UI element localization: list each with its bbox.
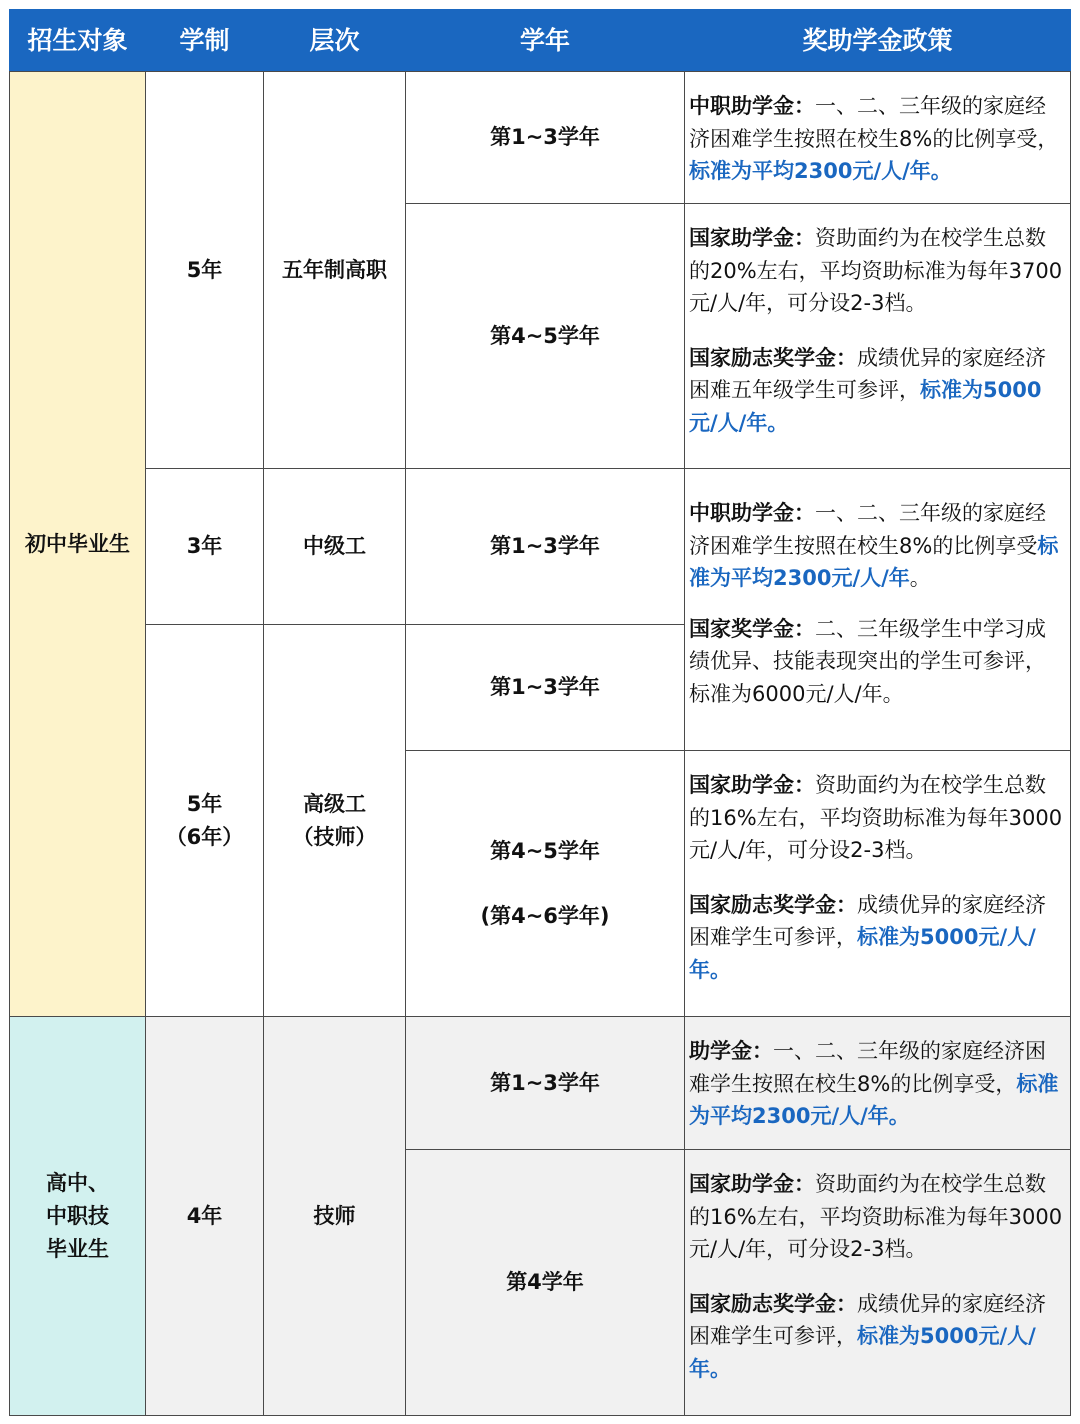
policy-paragraph bbox=[689, 90, 1066, 188]
policy-paragraph bbox=[689, 1168, 1066, 1266]
policy-title: 中职助学金： bbox=[689, 501, 815, 525]
year-line: (第4~6学年) bbox=[480, 903, 610, 928]
duration-5y bbox=[145, 71, 264, 469]
year-line: 第4~5学年 bbox=[490, 838, 600, 863]
year-row-7 bbox=[405, 1149, 685, 1416]
header-duration bbox=[145, 9, 264, 72]
year-row-3 bbox=[405, 468, 685, 625]
year-row-2 bbox=[405, 203, 685, 469]
level-label: 技师 bbox=[313, 1203, 356, 1228]
duration-label: 3年 bbox=[186, 534, 223, 558]
year-label: 第1~3学年 bbox=[490, 125, 600, 149]
level-senior-worker bbox=[263, 624, 406, 1017]
year-label: 第1~3学年 bbox=[490, 534, 600, 558]
level-line: 高级工 bbox=[303, 791, 366, 816]
policy-row-6 bbox=[684, 1149, 1071, 1416]
policy-paragraph bbox=[689, 1035, 1066, 1133]
duration-4y bbox=[145, 1016, 264, 1416]
duration-label: 5年 bbox=[186, 257, 223, 282]
policy-text: 成绩优异的家庭经济困难学生可参评， bbox=[689, 1291, 1046, 1348]
level-label bbox=[293, 788, 377, 854]
policy-row-4 bbox=[684, 750, 1071, 1017]
duration-line: 5年 bbox=[186, 791, 223, 816]
level-label: 五年制高职 bbox=[282, 257, 387, 282]
policy-highlight: 标准为5000元/人/年。 bbox=[689, 925, 1036, 982]
policy-paragraph bbox=[689, 769, 1066, 867]
group-senior-line: 中职技 bbox=[46, 1203, 109, 1228]
duration-label bbox=[166, 788, 244, 854]
year-label: 第1~3学年 bbox=[490, 675, 600, 699]
group-senior-line: 高中、 bbox=[46, 1170, 109, 1195]
header-level bbox=[263, 9, 406, 72]
policy-text: 资助面约为在校学生总数的16%左右，平均资助标准为每年3000元/人/年，可分设2-3档。 bbox=[689, 773, 1063, 862]
policy-highlight: 标准为平均2300元/人/年 bbox=[689, 533, 1059, 590]
policy-highlight: 标准为5000元/人/年。 bbox=[689, 378, 1042, 435]
policy-row-3 bbox=[684, 468, 1071, 751]
level-technician bbox=[263, 1016, 406, 1416]
header-level-label: 层次 bbox=[309, 26, 360, 55]
policy-title: 国家励志奖学金： bbox=[689, 1291, 857, 1316]
policy-title: 助学金： bbox=[689, 1039, 773, 1063]
policy-paragraph bbox=[689, 613, 1066, 711]
year-label bbox=[480, 835, 609, 933]
policy-title: 国家励志奖学金： bbox=[689, 345, 857, 370]
duration-3y bbox=[145, 468, 264, 625]
duration-5y-6y bbox=[145, 624, 264, 1017]
policy-paragraph bbox=[689, 222, 1066, 320]
policy-text: 一、二、三年级的家庭经济困难学生按照在校生8%的比例享受， bbox=[689, 94, 1059, 151]
policy-paragraph bbox=[689, 1288, 1066, 1386]
duration-label: 4年 bbox=[186, 1203, 223, 1228]
policy-title: 国家助学金： bbox=[689, 773, 815, 797]
policy-title: 国家助学金： bbox=[689, 226, 815, 250]
policy-text: 二、三年级学生中学习成绩优异、技能表现突出的学生可参评，标准为6000元/人/年。 bbox=[689, 616, 1046, 706]
year-row-4 bbox=[405, 624, 685, 751]
year-label: 第4学年 bbox=[506, 1270, 584, 1294]
year-label: 第4~5学年 bbox=[490, 323, 600, 348]
policy-text: 资助面约为在校学生总数的16%左右，平均资助标准为每年3000元/人/年，可分设2-3档。 bbox=[689, 1172, 1063, 1261]
header-duration-label: 学制 bbox=[179, 26, 230, 55]
year-label: 第1~3学年 bbox=[490, 1070, 600, 1095]
policy-highlight: 标准为5000元/人/年。 bbox=[689, 1324, 1036, 1381]
group-junior-label: 初中毕业生 bbox=[25, 531, 130, 556]
year-row-5 bbox=[405, 750, 685, 1017]
policy-highlight: 标准为平均2300元/人/年。 bbox=[689, 159, 952, 183]
header-target-label: 招生对象 bbox=[27, 26, 128, 55]
policy-paragraph bbox=[689, 497, 1066, 595]
policy-text: 一、二、三年级的家庭经济困难学生按照在校生8%的比例享受 bbox=[689, 501, 1046, 558]
policy-title: 国家励志奖学金： bbox=[689, 892, 857, 917]
level-five-year-vocational bbox=[263, 71, 406, 469]
policy-text: 一、二、三年级的家庭经济困难学生按照在校生8%的比例享受， bbox=[689, 1039, 1046, 1096]
policy-text: 。 bbox=[909, 566, 931, 590]
level-intermediate-worker bbox=[263, 468, 406, 625]
policy-highlight: 标准为平均2300元/人/年。 bbox=[689, 1071, 1059, 1128]
policy-title: 国家奖学金： bbox=[689, 616, 815, 641]
header-policy bbox=[684, 9, 1071, 72]
year-row-1 bbox=[405, 71, 685, 204]
policy-text: 成绩优异的家庭经济困难五年级学生可参评， bbox=[689, 345, 1046, 402]
header-policy-label: 奖助学金政策 bbox=[802, 26, 953, 55]
policy-text: 资助面约为在校学生总数的20%左右，平均资助标准为每年3700元/人/年，可分设2-3档。 bbox=[689, 226, 1063, 315]
policy-row-1 bbox=[684, 71, 1071, 204]
level-line: （技师） bbox=[292, 824, 377, 849]
policy-title: 中职助学金： bbox=[689, 94, 815, 118]
policy-title: 国家助学金： bbox=[689, 1172, 815, 1196]
header-target bbox=[9, 9, 146, 72]
header-year-label: 学年 bbox=[519, 26, 570, 55]
policy-row-2 bbox=[684, 203, 1071, 469]
level-label: 中级工 bbox=[303, 534, 366, 558]
duration-line: （6年） bbox=[165, 824, 244, 849]
group-senior-label bbox=[46, 1167, 109, 1266]
group-junior bbox=[9, 71, 146, 1017]
year-row-6 bbox=[405, 1016, 685, 1150]
policy-text: 成绩优异的家庭经济困难学生可参评， bbox=[689, 892, 1046, 949]
header-year bbox=[405, 9, 685, 72]
policy-paragraph bbox=[689, 889, 1066, 987]
policy-paragraph bbox=[689, 342, 1066, 440]
policy-row-5 bbox=[684, 1016, 1071, 1150]
group-senior-line: 毕业生 bbox=[46, 1236, 109, 1261]
group-senior bbox=[9, 1016, 146, 1416]
